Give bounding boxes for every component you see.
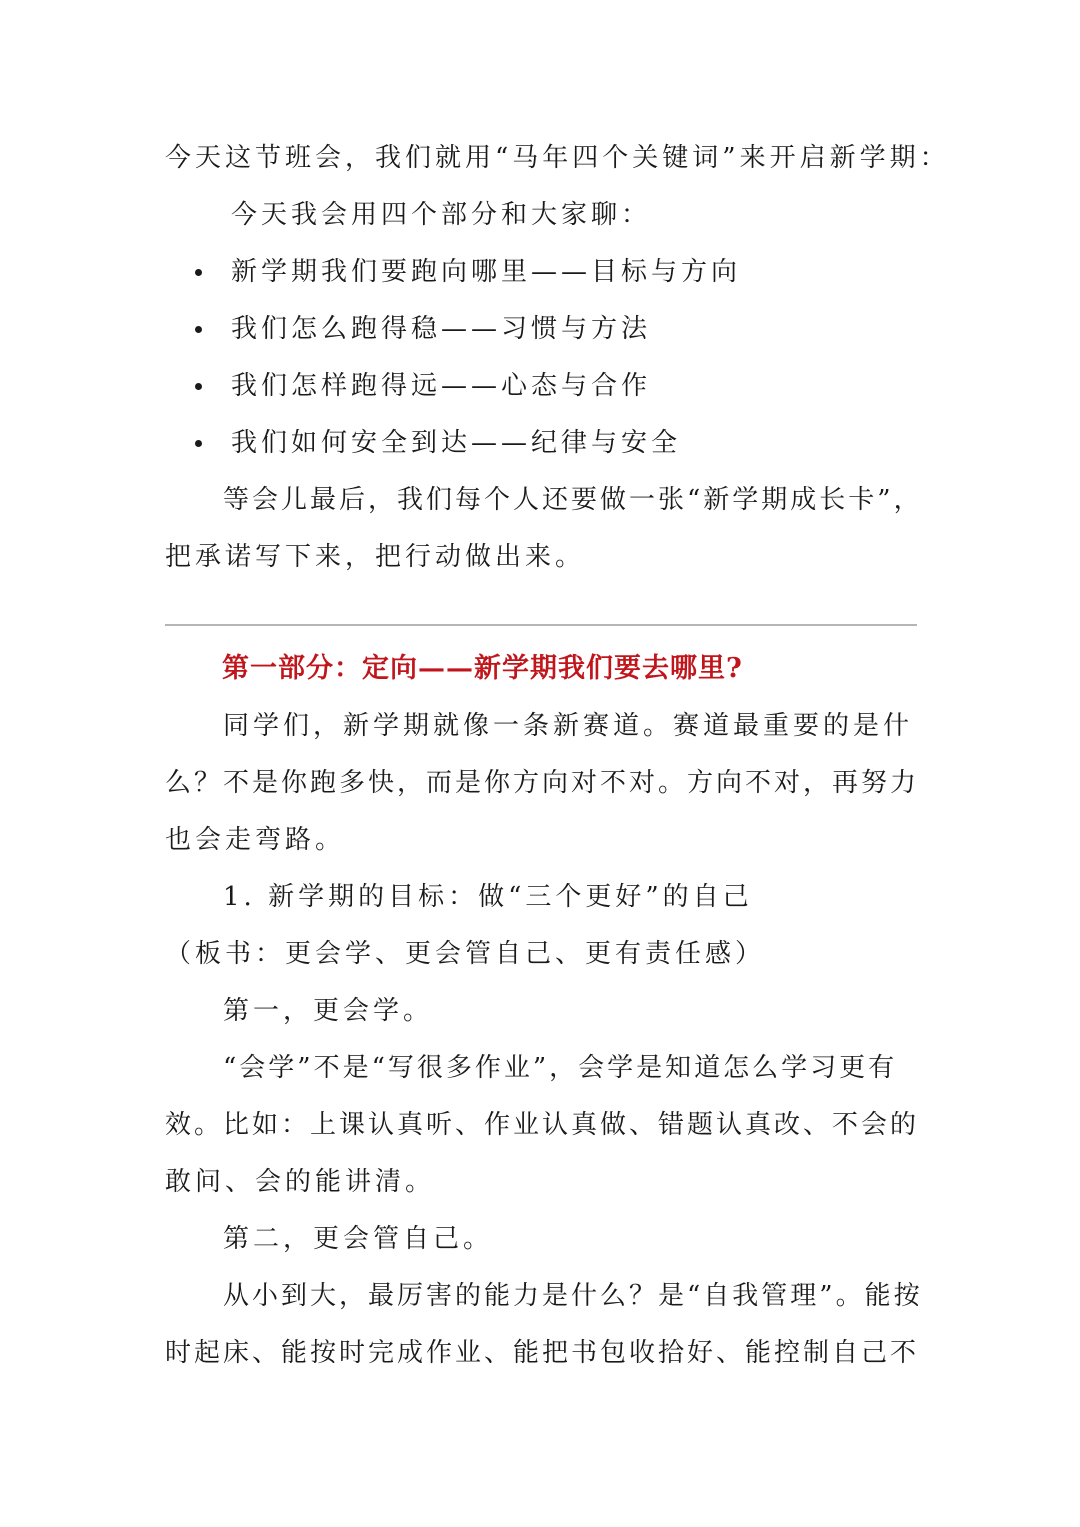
bullet-dot-icon <box>195 326 202 333</box>
paragraph-line: 从小到大，最厉害的能力是什么？是“自我管理”。能按 <box>223 1281 923 1311</box>
bullet-dot-icon <box>195 383 202 390</box>
goal-title: 1. 新学期的目标：做“三个更好”的自己 <box>223 882 753 912</box>
list-item <box>165 244 925 301</box>
board-note: （板书：更会学、更会管自己、更有责任感） <box>165 939 766 969</box>
list-item-text: 我们怎样跑得远——心态与合作 <box>231 371 652 401</box>
closing-line-1: 等会儿最后，我们每个人还要做一张“新学期成长卡”， <box>223 485 923 515</box>
paragraph-line: 同学们，新学期就像一条新赛道。赛道最重要的是什 <box>223 711 914 741</box>
paragraph-line: 效。比如：上课认真听、作业认真做、错题认真改、不会的 <box>165 1110 920 1140</box>
first-point-title: 第一，更会学。 <box>223 996 434 1026</box>
intro-line-2: 今天我会用四个部分和大家聊： <box>231 200 652 230</box>
paragraph-line: 么？不是你跑多快，而是你方向对不对。方向不对，再努力 <box>165 768 920 798</box>
list-item <box>165 301 925 358</box>
bullet-dot-icon <box>195 440 202 447</box>
list-item-text: 我们怎么跑得稳——习惯与方法 <box>231 314 652 344</box>
closing-line-2: 把承诺写下来，把行动做出来。 <box>165 542 586 572</box>
list-item <box>165 358 925 415</box>
paragraph-line: 时起床、能按时完成作业、能把书包收拾好、能控制自己不 <box>165 1338 920 1368</box>
paragraph-line: 敢问、会的能讲清。 <box>165 1167 436 1197</box>
paragraph-line: “会学”不是“写很多作业”，会学是知道怎么学习更有 <box>223 1053 898 1083</box>
bullet-dot-icon <box>195 269 202 276</box>
section-divider <box>165 624 917 626</box>
paragraph-line: 也会走弯路。 <box>165 825 346 855</box>
list-item-text: 我们如何安全到达——纪律与安全 <box>231 428 682 458</box>
topic-list <box>165 244 925 472</box>
intro-line-1: 今天这节班会，我们就用“马年四个关键词”来开启新学期： <box>165 143 950 173</box>
second-point-title: 第二，更会管自己。 <box>223 1224 494 1254</box>
document-body <box>165 130 950 1382</box>
list-item-text: 新学期我们要跑向哪里——目标与方向 <box>231 257 742 287</box>
section-heading: 第一部分：定向——新学期我们要去哪里? <box>222 653 743 684</box>
list-item <box>165 415 925 472</box>
